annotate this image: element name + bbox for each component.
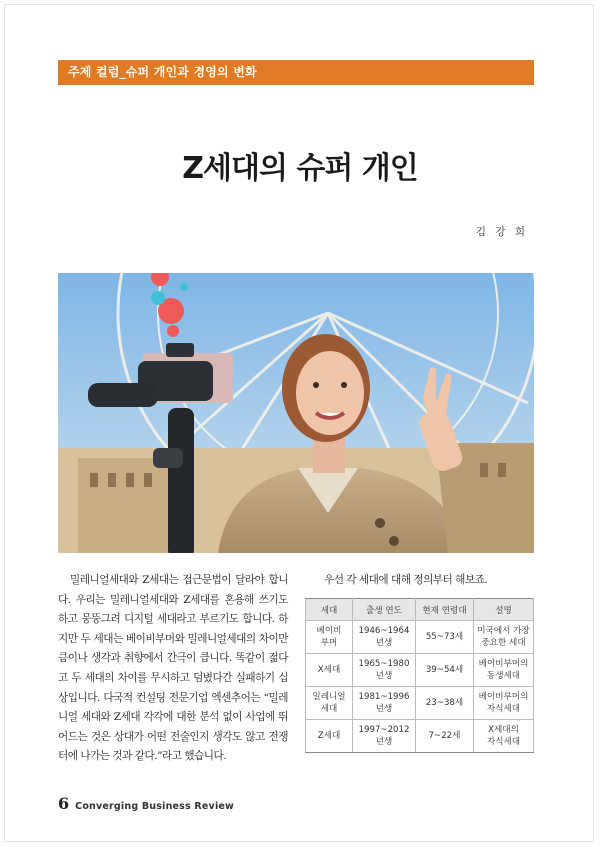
table-header-row (306, 599, 534, 621)
table-cell: 7~22세 (416, 720, 474, 753)
page-number: 6 (58, 794, 70, 813)
table-header-cell: 현재 연령대 (416, 599, 474, 621)
generation-table (305, 598, 534, 753)
table-cell: 미국에서 가장 중요한 세대 (474, 621, 534, 654)
table-cell: 23~38세 (416, 687, 474, 720)
article-photo (58, 273, 534, 553)
table-cell: 1965~1980 년생 (353, 654, 416, 687)
table-row (306, 621, 534, 654)
article-title: Z세대의 슈퍼 개인 (182, 151, 418, 186)
table-cell: 밀레니얼 세대 (306, 687, 353, 720)
table-cell: 1946~1964 년생 (353, 621, 416, 654)
table-header-cell: 설명 (474, 599, 534, 621)
table-cell: X세대의 자식세대 (474, 720, 534, 753)
like-reaction-icon (151, 291, 165, 305)
table-row (306, 654, 534, 687)
page-footer (58, 794, 234, 813)
table-cell: X세대 (306, 654, 353, 687)
table-row (306, 720, 534, 753)
table-cell: 1981~1996 년생 (353, 687, 416, 720)
table-cell: 베이비부머의 자식세대 (474, 687, 534, 720)
table-cell: 55~73세 (416, 621, 474, 654)
article-author: 김 강 희 (475, 226, 528, 238)
table-cell: 39~54세 (416, 654, 474, 687)
table-header-cell: 출생 연도 (353, 599, 416, 621)
journal-name: Converging Business Review (75, 801, 235, 812)
table-cell: Z세대 (306, 720, 353, 753)
table-header-cell: 세대 (306, 599, 353, 621)
table-cell: 베이비부머의 동생세대 (474, 654, 534, 687)
section-banner: 주제 컬럼_슈퍼 개인과 경영의 변화 (58, 60, 534, 85)
body-paragraph-left: 밀레니얼세대와 Z세대는 접근문법이 달라야 합니다. 우리는 밀레니얼세대와 Z세대를 혼용해 쓰기도 하고 뭉뚱그려 디지털 세대라고 부르기도 합니다. 하지만 두 세대는 베이비부머와 밀레니얼세대의 차이만큼이나 생각과 취향에서 간극이 큽니다. 똑같이 젊다고 두 세대의 차이를 무시하고 덤볐다간 실패하기 십상입니다. 다국적 컨설팅 전문기업 엑센추어는 “밀레니얼 세대와 Z세대 각각에 대한 분석 없이 사업에 뛰어드는 것은 상대가 어떤 전술인지 생각도 않고 전쟁터에 나가는 것과 같다.”라고 했습니다. (58, 574, 288, 763)
body-paragraph-right-intro: 우선 각 세대에 대해 정의부터 해보죠. (324, 574, 488, 586)
table-cell: 1997~2012 년생 (353, 720, 416, 753)
table-row (306, 687, 534, 720)
table-cell: 베이비 부머 (306, 621, 353, 654)
